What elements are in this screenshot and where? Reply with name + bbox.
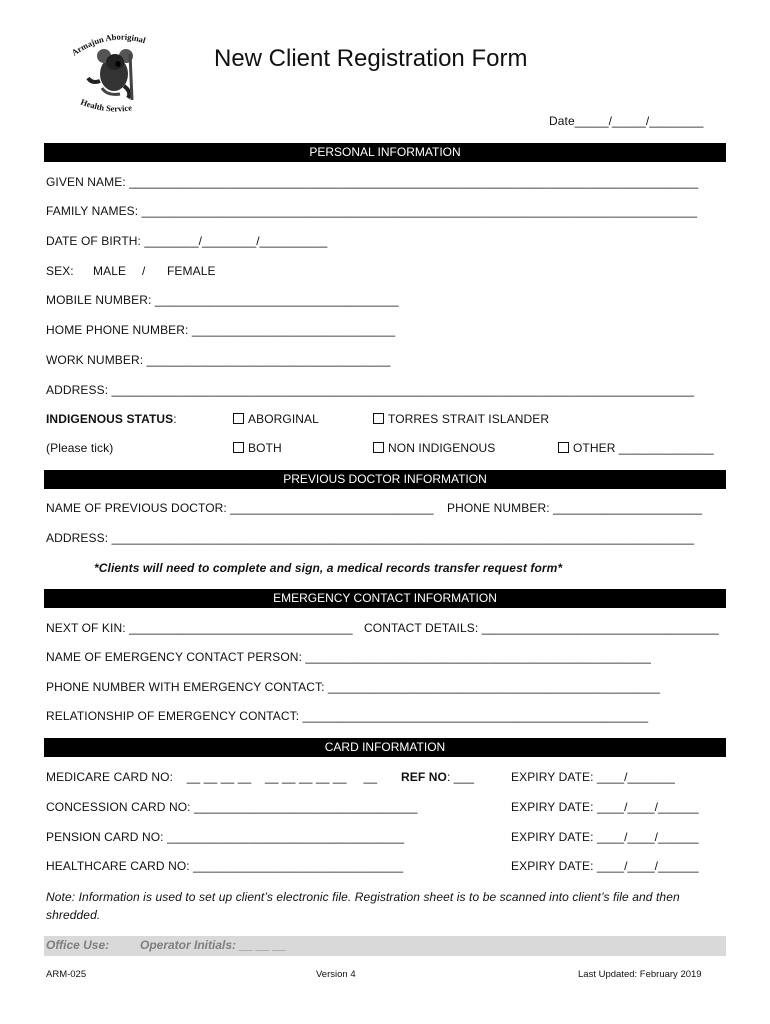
logo: [62, 26, 167, 121]
both-option[interactable]: [233, 441, 282, 455]
next-of-kin-field[interactable]: NEXT OF KIN: _________________________________: [46, 621, 353, 635]
operator-initials-field[interactable]: Operator Initials: __ __ __: [140, 938, 287, 952]
ref-number-label: REF NO: [401, 770, 447, 784]
torres-strait-option[interactable]: [373, 412, 549, 426]
both-label: BOTH: [248, 441, 282, 455]
family-names-field[interactable]: FAMILY NAMES: __________________________________________________________________________________: [46, 204, 698, 218]
torres-strait-checkbox[interactable]: [373, 413, 384, 424]
svg-text:Health Service: [79, 97, 132, 114]
footer-updated: Last Updated: February 2019: [578, 969, 702, 980]
both-checkbox[interactable]: [233, 442, 244, 453]
sex-female-option[interactable]: FEMALE: [167, 264, 216, 278]
torres-strait-label: TORRES STRAIT ISLANDER: [388, 412, 550, 426]
sex-separator: /: [142, 264, 146, 278]
emergency-phone-field[interactable]: PHONE NUMBER WITH EMERGENCY CONTACT: _________________________________________________: [46, 680, 660, 694]
medicare-card-field[interactable]: MEDICARE CARD NO: __ __ __ __ __ __ __ __ __ __: [46, 770, 378, 784]
logo-bottom-text: Health Service: [79, 96, 133, 114]
indigenous-status-text: INDIGENOUS STATUS: [46, 412, 174, 426]
indigenous-status-colon: :: [173, 412, 177, 426]
concession-expiry-field[interactable]: EXPIRY DATE: ____/____/______: [511, 800, 699, 814]
info-note-line2: shredded.: [46, 908, 101, 922]
doctor-phone-field[interactable]: PHONE NUMBER: ______________________: [447, 501, 703, 515]
aboriginal-label: ABORGINAL: [248, 412, 319, 426]
dob-field[interactable]: DATE OF BIRTH: ________/________/__________: [46, 234, 328, 248]
info-note-line1: Note: Information is used to set up client’s electronic file. Registration sheet is to be scanned into client’s file and then: [46, 890, 680, 904]
indigenous-status-label: [46, 412, 177, 426]
contact-details-field[interactable]: CONTACT DETAILS: ___________________________________: [364, 621, 719, 635]
address-field[interactable]: ADDRESS: ______________________________________________________________________________________: [46, 383, 695, 397]
home-phone-field[interactable]: HOME PHONE NUMBER: ______________________________: [46, 323, 396, 337]
date-field[interactable]: Date_____/_____/________: [549, 114, 704, 128]
aboriginal-checkbox[interactable]: [233, 413, 244, 424]
work-number-field[interactable]: WORK NUMBER: ____________________________________: [46, 353, 391, 367]
sex-label: SEX:: [46, 264, 74, 278]
koala-logo-icon: [62, 26, 167, 121]
section-personal-header: PERSONAL INFORMATION: [44, 143, 726, 162]
previous-doctor-field[interactable]: NAME OF PREVIOUS DOCTOR: ______________________________: [46, 501, 434, 515]
section-emergency-header: EMERGENCY CONTACT INFORMATION: [44, 589, 726, 608]
non-indigenous-checkbox[interactable]: [373, 442, 384, 453]
footer-code: ARM-025: [46, 969, 87, 980]
ref-number-field[interactable]: [401, 770, 474, 784]
pension-card-field[interactable]: PENSION CARD NO: ___________________________________: [46, 830, 405, 844]
other-label: OTHER ______________: [573, 441, 714, 455]
medicare-expiry-field[interactable]: EXPIRY DATE: ____/_______: [511, 770, 675, 784]
non-indigenous-option[interactable]: [373, 441, 495, 455]
logo-top-text: Armajun Aboriginal: [69, 31, 147, 58]
other-option[interactable]: [558, 441, 714, 455]
form-title: New Client Registration Form: [214, 45, 528, 72]
healthcare-card-field[interactable]: HEALTHCARE CARD NO: _______________________________: [46, 859, 404, 873]
mobile-number-field[interactable]: MOBILE NUMBER: ____________________________________: [46, 293, 399, 307]
concession-card-field[interactable]: CONCESSION CARD NO: _________________________________: [46, 800, 418, 814]
section-card-header: CARD INFORMATION: [44, 738, 726, 757]
aboriginal-option[interactable]: [233, 412, 319, 426]
footer-version: Version 4: [316, 969, 356, 980]
office-use-label: Office Use:: [46, 938, 110, 952]
sex-male-option[interactable]: MALE: [93, 264, 127, 278]
pension-expiry-field[interactable]: EXPIRY DATE: ____/____/______: [511, 830, 699, 844]
other-checkbox[interactable]: [558, 442, 569, 453]
ref-number-blank: : ___: [446, 770, 475, 784]
please-tick-label: (Please tick): [46, 441, 114, 455]
healthcare-expiry-field[interactable]: EXPIRY DATE: ____/____/______: [511, 859, 699, 873]
transfer-note: *Clients will need to complete and sign, a medical records transfer request form*: [94, 561, 563, 575]
given-name-field[interactable]: GIVEN NAME: ____________________________________________________________________________________: [46, 175, 699, 189]
non-indigenous-label: NON INDIGENOUS: [388, 441, 496, 455]
office-use-bar: [44, 936, 726, 956]
doctor-address-field[interactable]: ADDRESS: ______________________________________________________________________________________: [46, 531, 695, 545]
section-doctor-header: PREVIOUS DOCTOR INFORMATION: [44, 470, 726, 489]
emergency-relationship-field[interactable]: RELATIONSHIP OF EMERGENCY CONTACT: ___________________________________________________: [46, 709, 649, 723]
emergency-contact-person-field[interactable]: NAME OF EMERGENCY CONTACT PERSON: ___________________________________________________: [46, 650, 651, 664]
